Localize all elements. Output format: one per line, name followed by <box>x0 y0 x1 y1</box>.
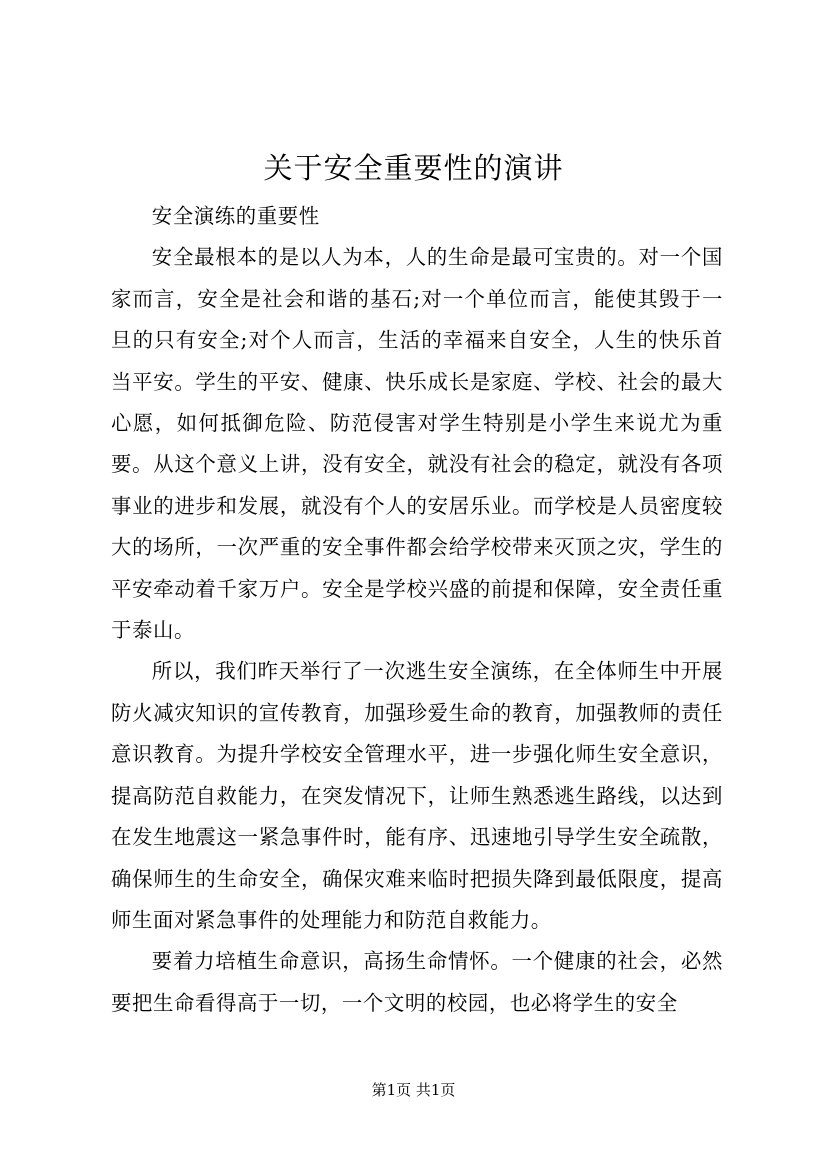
paragraph-3: 要着力培植生命意识，高扬生命情怀。一个健康的社会，必然要把生命看得高于一切，一个文明的校园，也必将学生的安全 <box>111 949 723 1015</box>
section-heading: 安全演练的重要性 <box>151 204 320 228</box>
page-footer <box>0 1080 827 1100</box>
document-body <box>111 196 723 1024</box>
paragraph-1: 安全最根本的是以人为本，人的生命是最可宝贵的。对一个国家而言，安全是社会和谐的基石;对一个单位而言，能使其毁于一旦的只有安全;对个人而言，生活的幸福来自安全，人生的快乐首当平安。学生的平安、健康、快乐成长是家庭、学校、社会的最大心愿，如何抵御危险、防范侵害对学生特别是小学生来说尤为重要。从这个意义上讲，没有安全，就没有社会的稳定，就没有各项事业的进步和发展，就没有个人的安居乐业。而学校是人员密度较大的场所，一次严重的安全事件都会给学校带来灭顶之灾，学生的平安牵动着千家万户。安全是学校兴盛的前提和保障，安全责任重于泰山。 <box>111 245 723 643</box>
paragraph-2: 所以，我们昨天举行了一次逃生安全演练，在全体师生中开展防火减灾知识的宣传教育，加强珍爱生命的教育，加强教师的责任意识教育。为提升学校安全管理水平，进一步强化师生安全意识，提高防范自救能力，在突发情况下，让师生熟悉逃生路线，以达到在发生地震这一紧急事件时，能有序、迅速地引导学生安全疏散，确保师生的生命安全，确保灾难来临时把损失降到最低限度，提高师生面对紧急事件的处理能力和防范自救能力。 <box>111 659 723 932</box>
page-number: 第1页 共1页 <box>371 1081 456 1099</box>
document-title: 关于安全重要性的演讲 <box>263 151 564 185</box>
